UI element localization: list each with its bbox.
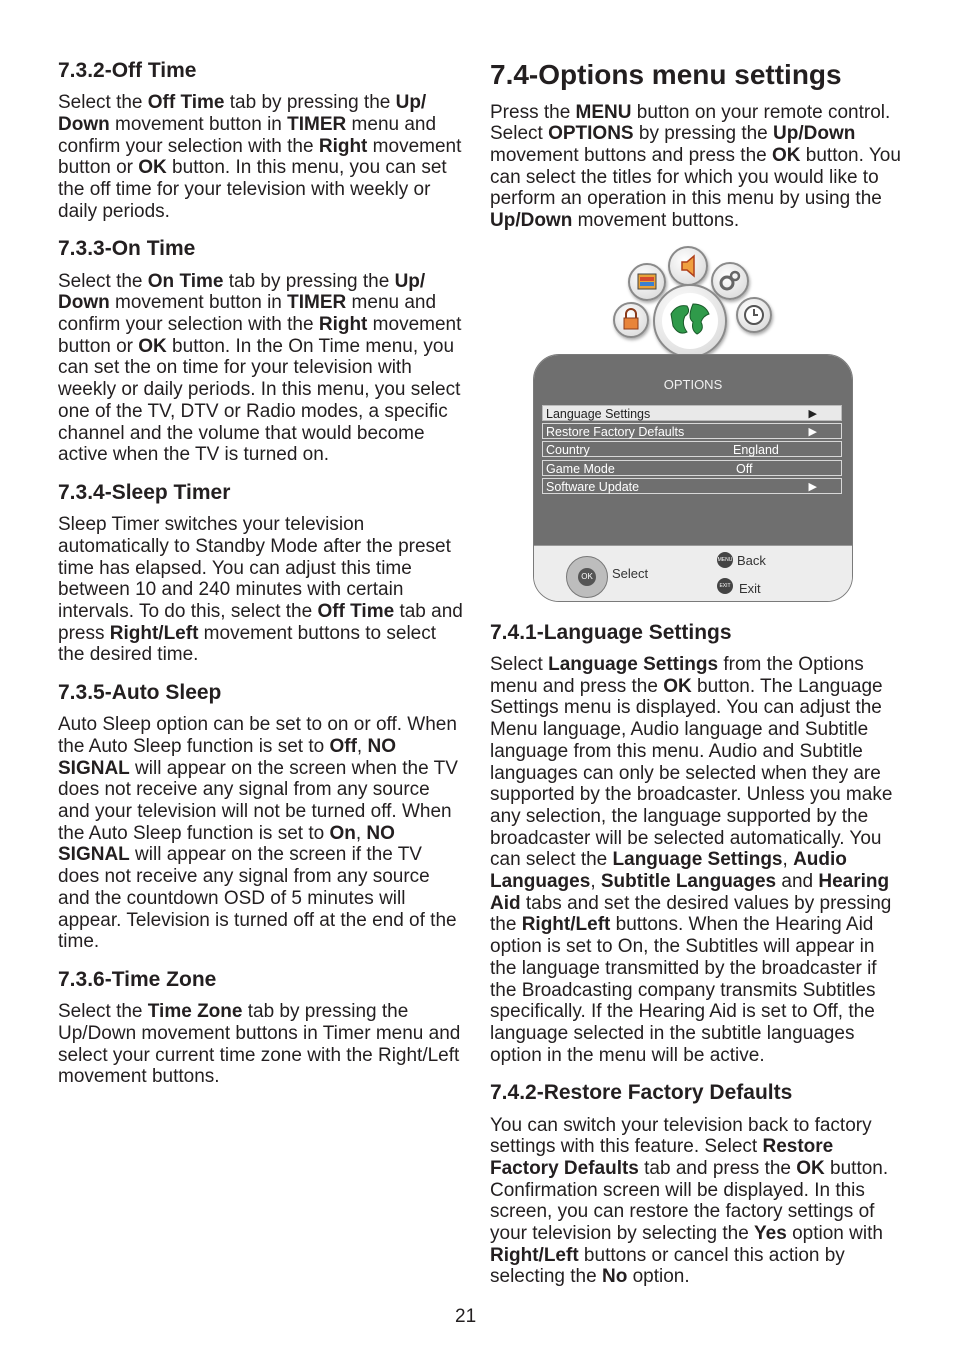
paragraph-restore-factory-defaults: You can switch your television back to factory settings with this feature. Select Restore Factory Defaults tab and press the OK button. Confirmation screen will be displayed. In this screen, you can restore the factory settings of your television by selecting the Yes option with Right/Left buttons or cancel this action by selecting the No option. xyxy=(490,1114,889,1288)
ok-navigation-icon: OK xyxy=(566,556,608,598)
paragraph-language-settings: Select Language Settings from the Options menu and press the OK button. The Language Settings menu is displayed. You can adjust the Menu language, Audio language and Subtitle language from this menu. Audio and Subtitle languages can only be selected when they are supported by the broadcaster. Unless you make any selection, the language supported by the broadcaster will be selected automatically. You can select the Language Settings, Audio Languages, Subtitle Languages and Hearing Aid tabs and set the desired values by pressing the Right/Left buttons. When the Hearing Aid option is set to On, the Subtitles will appear in the language transmitted by the broadcaster if the Broadcasting company transmits Subtitles specifically. If the Hearing Aid is set to Off, the language selected in the subtitle languages option in the menu will be active. xyxy=(490,654,893,1066)
osd-row-game-mode[interactable]: Game Mode Off xyxy=(542,460,842,476)
exit-button-icon: EXIT xyxy=(717,578,733,594)
heading-restore-factory-defaults: 7.4.2-Restore Factory Defaults xyxy=(490,1081,793,1105)
arrow-right-icon: ▶ xyxy=(808,425,817,438)
heading-sleep-timer: 7.3.4-Sleep Timer xyxy=(58,480,231,504)
heading-auto-sleep: 7.3.5-Auto Sleep xyxy=(58,681,222,705)
globe-options-icon xyxy=(653,284,727,358)
sound-icon xyxy=(668,246,708,286)
heading-off-time: 7.3.2-Off Time xyxy=(58,59,197,82)
section-title: 7.4-Options menu settings xyxy=(490,59,842,90)
osd-legend xyxy=(534,545,852,601)
options-osd-panel xyxy=(533,354,853,602)
osd-title: OPTIONS xyxy=(663,376,723,392)
arrow-right-icon: ▶ xyxy=(808,407,817,420)
legend-exit: Exit xyxy=(739,580,761,596)
arrow-right-icon: ▶ xyxy=(808,480,817,493)
options-menu-figure xyxy=(533,246,895,606)
osd-row-country[interactable]: Country England xyxy=(542,441,842,457)
osd-row-software-update[interactable]: Software Update ▶ xyxy=(542,478,842,494)
left-column xyxy=(58,58,466,1102)
page-number: 21 xyxy=(455,1306,477,1327)
timer-clock-icon xyxy=(736,297,772,333)
heading-time-zone: 7.3.6-Time Zone xyxy=(58,967,217,991)
paragraph-sleep-timer: Sleep Timer switches your television automatically to Standby Mode after the preset time has elapsed. You can adjust this time between 10 and 240 minutes with certain intervals. To do this, select the Off Time tab and press Right/Left movement buttons to select the desired time. xyxy=(58,514,463,666)
heading-on-time: 7.3.3-On Time xyxy=(58,237,196,261)
legend-back: Back xyxy=(737,552,766,568)
paragraph-auto-sleep: Auto Sleep option can be set to on or off. When the Auto Sleep function is set to Off, NO SIGNAL will appear on the screen when the TV does not receive any signal from any source and your television will not be turned off. When the Auto Sleep function is set to On, NO SIGNAL will appear on the screen if the TV does not receive any signal from any source and the countdown OSD of 5 minutes will appear. Television is turned off at the end of the time. xyxy=(58,714,458,953)
paragraph-on-time: Select the On Time tab by pressing the Up/ Down movement button in TIMER menu and confirm your selection with the Right movement button or OK button. In the On Time menu, you can set the on time for your television with weekly or daily periods. In this menu, you select one of the TV, DTV or Radio modes, a specific channel and the volume that would become active when the TV is turned on. xyxy=(58,270,462,466)
paragraph-intro: Press the MENU button on your remote control. Select OPTIONS by pressing the Up/Down movement buttons and press the OK button. You can select the titles for which you would like to perform an operation in this menu by using the Up/Down movement buttons. xyxy=(490,101,901,232)
paragraph-off-time: Select the Off Time tab by pressing the Up/ Down movement button in TIMER menu and confirm your selection with the Right movement button or OK button. In this menu, you can set the off time for your television with weekly or daily periods. xyxy=(58,92,462,222)
osd-row-language-settings[interactable]: Language Settings ▶ xyxy=(542,405,842,421)
right-column xyxy=(490,58,902,1302)
paragraph-time-zone: Select the Time Zone tab by pressing the Up/Down movement buttons in Timer menu and select your current time zone with the Right/Left movement buttons. xyxy=(58,1001,461,1088)
osd-country-value: England xyxy=(733,442,779,457)
legend-select: Select xyxy=(612,565,649,581)
osd-game-mode-value: Off xyxy=(736,461,753,476)
heading-language-settings: 7.4.1-Language Settings xyxy=(490,620,732,644)
lock-icon xyxy=(613,302,649,338)
menu-button-icon: MENU xyxy=(717,552,733,568)
osd-row-restore-factory-defaults[interactable]: Restore Factory Defaults ▶ xyxy=(542,423,842,439)
